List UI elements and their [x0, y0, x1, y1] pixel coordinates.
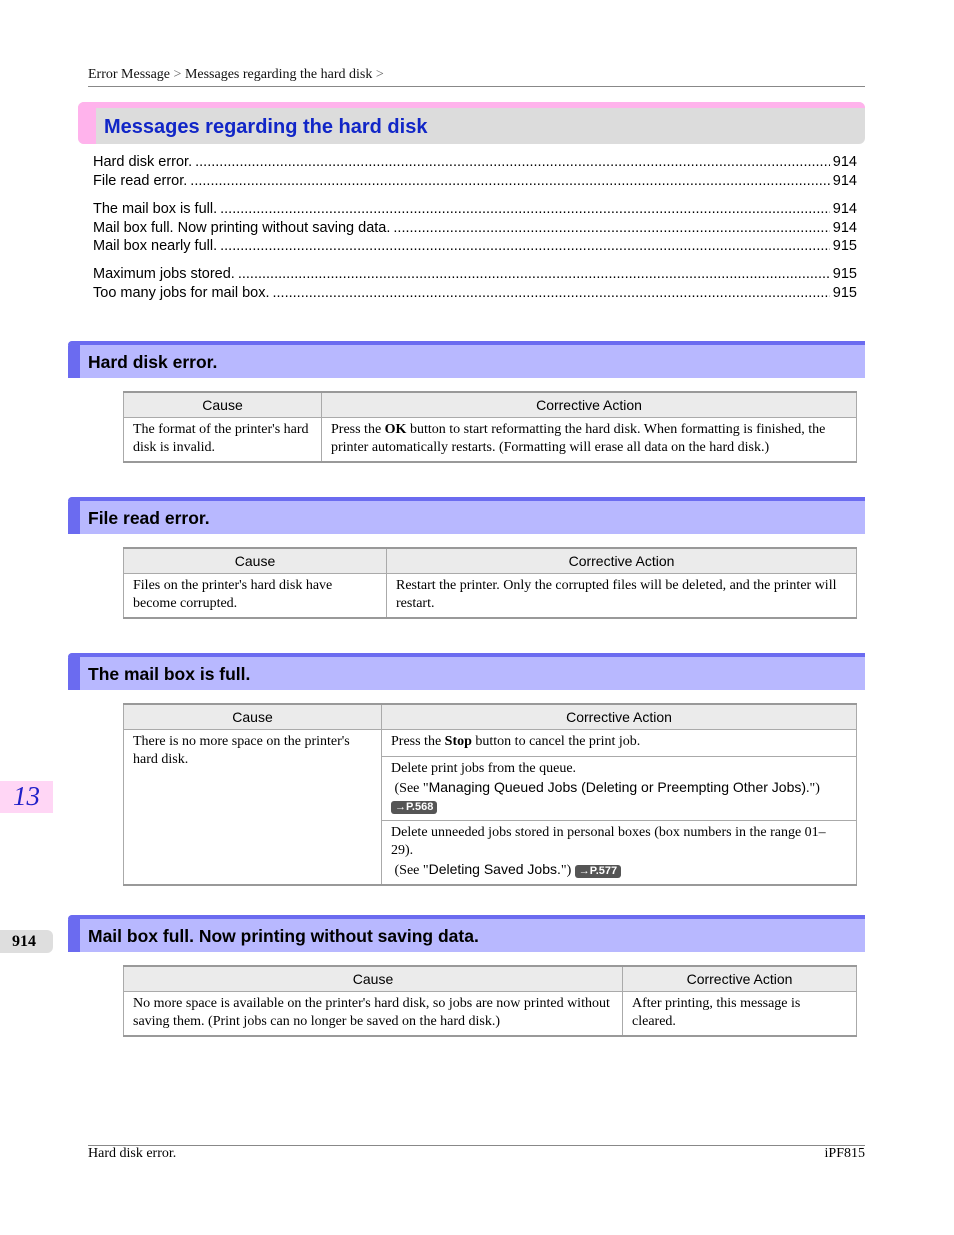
- toc-item[interactable]: Maximum jobs stored. ..... 915: [93, 266, 857, 285]
- file-read-error-table: [123, 547, 857, 619]
- toc-group-1: [93, 154, 857, 191]
- table-row: [124, 574, 857, 619]
- cause-cell: No more space is available on the printer's hard disk, so jobs are now printed without saving them. (Print jobs can no longer be saved on the hard disk.): [124, 992, 623, 1037]
- action-header: Corrective Action: [382, 704, 857, 730]
- page-title: Messages regarding the hard disk: [104, 116, 428, 138]
- section-title: File read error.: [88, 508, 210, 528]
- action-cell: Delete print jobs from the queue. (See "Managing Queued Jobs (Deleting or Preempting Other Jobs).") →P.568: [382, 757, 857, 821]
- action-cell: Press the Stop button to cancel the print job.: [382, 730, 857, 757]
- cause-header: Cause: [124, 704, 382, 730]
- action-cell: After printing, this message is cleared.: [623, 992, 857, 1037]
- chapter-tab[interactable]: 13: [0, 781, 53, 813]
- footer-divider: [88, 1145, 865, 1146]
- toc-item[interactable]: File read error. ..... 914: [93, 173, 857, 192]
- section-header-mail-box-full-no-save: [68, 915, 865, 952]
- action-header: Corrective Action: [623, 966, 857, 992]
- section-title: The mail box is full.: [88, 664, 251, 684]
- toc-item[interactable]: The mail box is full. ..... 914: [93, 201, 857, 220]
- breadcrumb-item-error-message[interactable]: Error Message: [88, 67, 171, 82]
- breadcrumb-separator: >: [375, 67, 384, 82]
- hard-disk-error-table: [123, 391, 857, 463]
- cause-header: Cause: [124, 548, 387, 574]
- footer-section-title: Hard disk error.: [88, 1146, 177, 1161]
- footer-model-name: iPF815: [824, 1146, 865, 1161]
- cause-header: Cause: [124, 392, 322, 418]
- action-header: Corrective Action: [387, 548, 857, 574]
- section-header-mail-box-full: [68, 653, 865, 690]
- toc-item[interactable]: Hard disk error. ..... 914: [93, 154, 857, 173]
- mail-box-full-table: [123, 703, 857, 886]
- link-managing-queued-jobs[interactable]: Managing Queued Jobs (Deleting or Preempting Other Jobs): [428, 779, 807, 795]
- toc-group-2: [93, 201, 857, 257]
- toc-item[interactable]: Mail box nearly full. ..... 915: [93, 238, 857, 257]
- section-title: Hard disk error.: [88, 352, 218, 372]
- table-row: [124, 418, 857, 463]
- breadcrumb-item-hard-disk[interactable]: Messages regarding the hard disk: [184, 67, 373, 82]
- mail-box-no-save-table: [123, 965, 857, 1037]
- cause-cell: Files on the printer's hard disk have become corrupted.: [124, 574, 387, 619]
- cause-cell: There is no more space on the printer's hard disk.: [124, 730, 382, 886]
- toc-group-3: [93, 266, 857, 303]
- toc-item[interactable]: Too many jobs for mail box. ..... 915: [93, 285, 857, 304]
- page-number-tab: 914: [0, 930, 53, 953]
- breadcrumb: [88, 67, 384, 83]
- section-header-hard-disk-error: [68, 341, 865, 378]
- cause-header: Cause: [124, 966, 623, 992]
- table-row: [124, 992, 857, 1037]
- page-ref-link[interactable]: →P.568: [391, 801, 437, 814]
- breadcrumb-separator: >: [173, 67, 182, 82]
- section-title: Mail box full. Now printing without saving data.: [88, 926, 479, 946]
- action-cell: Delete unneeded jobs stored in personal boxes (box numbers in the range 01–29). (See "Deleting Saved Jobs.") →P.577: [382, 821, 857, 886]
- action-header: Corrective Action: [322, 392, 857, 418]
- action-cell: Restart the printer. Only the corrupted files will be deleted, and the printer will restart.: [387, 574, 857, 619]
- main-title-banner: [78, 102, 865, 144]
- cause-cell: The format of the printer's hard disk is invalid.: [124, 418, 322, 463]
- action-cell: Press the OK button to start reformatting the hard disk. When formatting is finished, the printer automatically restarts. (Formatting will erase all data on the hard disk.): [322, 418, 857, 463]
- page-ref-link[interactable]: →P.577: [575, 865, 621, 878]
- table-row: [124, 730, 857, 757]
- header-divider: [88, 86, 865, 87]
- link-deleting-saved-jobs[interactable]: Deleting Saved Jobs.: [428, 861, 561, 877]
- section-header-file-read-error: [68, 497, 865, 534]
- toc-item[interactable]: Mail box full. Now printing without saving data. ..... 914: [93, 220, 857, 239]
